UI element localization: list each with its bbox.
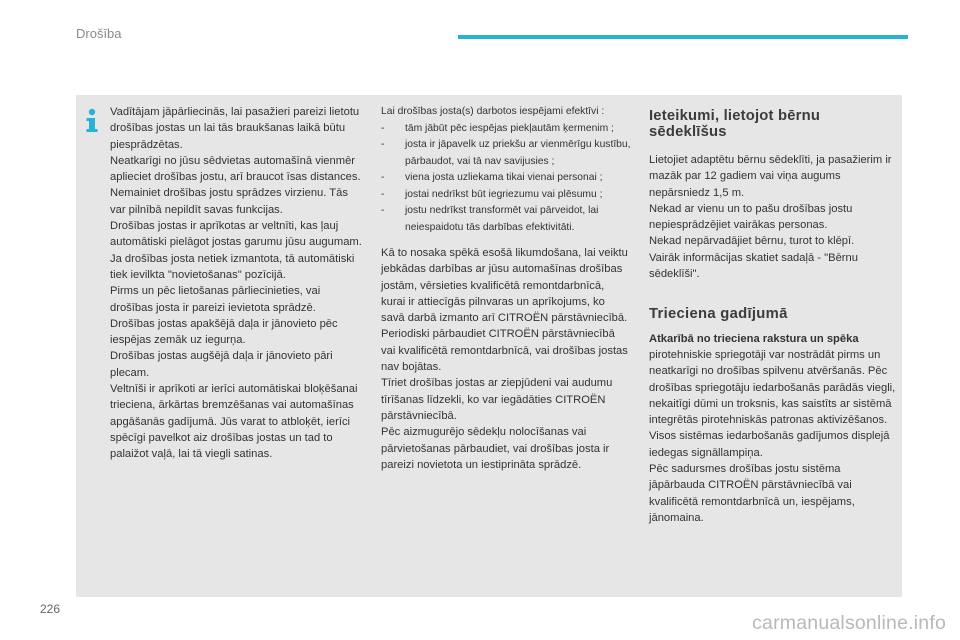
paragraph: Drošības jostas apakšējā daļa ir jānovieto pēc iespējas zemāk uz iegurņa.	[110, 317, 338, 347]
info-icon	[82, 108, 102, 134]
paragraph: Kā to nosaka spēkā esošā likumdošana, lai veiktu jebkādas darbības ar jūsu automašīnas drošības jostām, vērsieties kvalificētā remontdarbnīcā, kurai ir attiecīgās pilnvaras un aprīkojums, ko savā darbā izmanto arī CITROËN pārstāvniecībā.	[381, 247, 628, 325]
header-accent-bar	[458, 35, 908, 39]
list-item: - viena josta uzliekama tikai vienai personai ;	[381, 170, 631, 187]
paragraph: Vadītājam jāpārliecinās, lai pasažieri pareizi lietotu drošības jostas un lai tās braukšanas laikā būtu piesprādzētas.	[110, 106, 360, 151]
heading-in-case-of-impact: Trieciena gadījumā	[649, 306, 788, 323]
watermark: carmanualsonline.info	[752, 612, 946, 634]
heading-child-seat-advice: Ieteikumi, lietojot bērnu sēdeklīšus	[649, 108, 821, 140]
column-seatbelt-usage	[110, 104, 365, 463]
paragraph: Visos sistēmas iedarbošanās gadījumos displejā iedegas signāllampiņa.	[649, 430, 890, 459]
column-seatbelt-effectiveness	[381, 104, 631, 473]
effectiveness-block	[381, 104, 631, 236]
paragraph: Pirms un pēc lietošanas pārliecinieties, vai drošības josta ir pareizi ievietota sprādzē.	[110, 285, 321, 314]
paragraph: pirotehniskie spriegotāji var nostrādāt pirms un neatkarīgi no drošības spilvenu atvēršanās. Pēc drošības spriegotāju iedarbošanās parādās viegli, nekaitīgi dūmi un troksnis, kas saistīts ar sistēmā integrētās pirotehniskās patronas aktivizēšanos.	[649, 348, 896, 427]
paragraph: Drošības jostas ir aprīkotas ar veltnīti, kas ļauj automātiski pielāgot jostas garumu jūsu augumam. Ja drošības josta netiek izmantota, tā automātiski tiek ievilkta "novietošanas" pozīcijā.	[110, 220, 362, 281]
paragraph: Drošības jostas augšējā daļa ir jānovieto pāri plecam.	[110, 350, 333, 379]
paragraph: Nekad nepārvadājiet bērnu, turot to klēpī.	[649, 235, 855, 248]
paragraph: Nekad ar vienu un to pašu drošības jostu nepiesprādzējiet vairākas personas.	[649, 202, 853, 232]
list-item: - tām jābūt pēc iespējas piekļautām ķermenim ;	[381, 121, 631, 138]
paragraph: Lietojiet adaptētu bērnu sēdeklīti, ja pasažierim ir mazāk par 12 gadiem vai viņa augums nepārsniedz 1,5 m.	[649, 154, 892, 199]
effectiveness-list	[381, 121, 631, 237]
list-item: - jostai nedrīkst būt iegriezumu vai plēsumu ;	[381, 187, 631, 204]
paragraph: Periodiski pārbaudiet CITROËN pārstāvniecībā vai kvalificētā remontdarbnīcā, vai drošības jostas nav bojātas.	[381, 328, 628, 374]
bold-lead: Atkarībā no trieciena rakstura un spēka	[649, 332, 859, 345]
page-number: 226	[40, 602, 61, 616]
paragraph: Nemainiet drošības jostu sprādzes virzienu. Tās var pilnībā nepildīt savas funkcijas.	[110, 187, 348, 216]
list-intro: Lai drošības josta(s) darbotos iespējami efektīvi :	[381, 106, 605, 117]
paragraph: Vairāk informācijas skatiet sadaļā - "Bērnu sēdeklīši".	[649, 251, 858, 281]
list-item: - jostu nedrīkst transformēt vai pārveidot, lai neiespaidotu tās darbības efektivitāti.	[381, 203, 631, 236]
paragraph: Neatkarīgi no jūsu sēdvietas automašīnā vienmēr aplieciet drošības jostu, arī braucot īsas distances.	[110, 154, 361, 184]
paragraph: Pēc sadursmes drošības jostu sistēma jāpārbauda CITROËN pārstāvniecībā vai kvalificētā remontdarbnīcā un, iespējams, jānomaina.	[649, 463, 855, 524]
paragraph: Veltnīši ir aprīkoti ar ierīci automātiskai bloķēšanai trieciena, ārkārtas bremzēšanas vai automašīnas apgāšanās gadījumā. Jūs varat to atbloķēt, ierīci spēcīgi pavelkot aiz drošības jostas un tad to palaižot vaļā, lai tā viegli satinas.	[110, 383, 358, 461]
paragraph: Tīriet drošības jostas ar ziepjūdeni vai audumu tīrīšanas līdzekli, ko var iegādāties CITROËN pārstāvniecībā.	[381, 377, 613, 422]
paragraph: Pēc aizmugurējo sēdekļu nolocīšanas vai pārvietošanas pārbaudiet, vai drošības josta ir pareizi novietota un iestiprināta sprādzē.	[381, 426, 610, 471]
list-item: - josta ir jāpavelk uz priekšu ar vienmērīgu kustību, pārbaudot, vai tā nav savijusies ;	[381, 137, 631, 170]
column-child-seats-and-impact	[649, 108, 899, 526]
section-title: Drošība	[76, 26, 122, 41]
